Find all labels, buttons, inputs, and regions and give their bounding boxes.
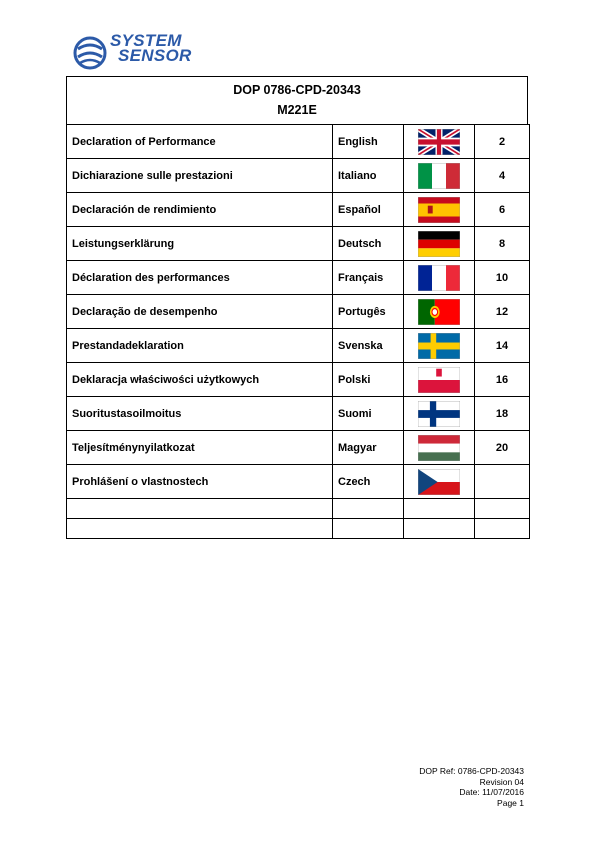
language-name: Portugês	[333, 295, 404, 329]
uk-flag-icon	[418, 129, 460, 155]
empty-cell	[404, 519, 475, 539]
footer-date: Date: 11/07/2016	[459, 787, 524, 797]
footer-ref: DOP Ref: 0786-CPD-20343	[419, 766, 524, 776]
page-number: 12	[475, 295, 530, 329]
empty-cell	[475, 519, 530, 539]
flag-cell	[404, 431, 475, 465]
flag-cell	[404, 125, 475, 159]
empty-cell	[404, 499, 475, 519]
sweden-flag-icon	[418, 333, 460, 359]
footer	[419, 766, 524, 808]
document-title: DOP 0786-CPD-20343	[233, 83, 361, 97]
model-number: M221E	[277, 103, 317, 117]
page-number: 14	[475, 329, 530, 363]
empty-cell	[67, 499, 333, 519]
table-row	[67, 329, 530, 363]
flag-cell	[404, 363, 475, 397]
italy-flag-icon	[418, 163, 460, 189]
language-name: Français	[333, 261, 404, 295]
poland-flag-icon	[418, 367, 460, 393]
spain-flag-icon	[418, 197, 460, 223]
finland-flag-icon	[418, 401, 460, 427]
declaration-title: Prohlášení o vlastnostech	[67, 465, 333, 499]
language-name: Deutsch	[333, 227, 404, 261]
logo-line2: SENSOR	[118, 46, 192, 65]
table-row	[67, 227, 530, 261]
declaration-title: Déclaration des performances	[67, 261, 333, 295]
language-table	[66, 124, 530, 539]
footer-page: Page 1	[497, 797, 524, 808]
footer-revision: Revision 04	[479, 776, 524, 787]
document-header	[66, 76, 528, 124]
empty-cell	[67, 519, 333, 539]
empty-row	[67, 499, 530, 519]
page-number	[475, 465, 530, 499]
language-name: Czech	[333, 465, 404, 499]
declaration-title: Prestandadeklaration	[67, 329, 333, 363]
page-number: 6	[475, 193, 530, 227]
portugal-flag-icon	[418, 299, 460, 325]
germany-flag-icon	[418, 231, 460, 257]
declaration-title: Leistungserklärung	[67, 227, 333, 261]
logo-line1: SYSTEM	[110, 31, 182, 50]
table-row	[67, 159, 530, 193]
hungary-flag-icon	[418, 435, 460, 461]
language-name: English	[333, 125, 404, 159]
page-number: 8	[475, 227, 530, 261]
flag-cell	[404, 193, 475, 227]
page-number: 18	[475, 397, 530, 431]
page-number: 4	[475, 159, 530, 193]
flag-cell	[404, 295, 475, 329]
table-row	[67, 295, 530, 329]
flag-cell	[404, 465, 475, 499]
language-name: Italiano	[333, 159, 404, 193]
empty-cell	[333, 499, 404, 519]
language-name: Svenska	[333, 329, 404, 363]
table-row	[67, 261, 530, 295]
flag-cell	[404, 227, 475, 261]
table-row	[67, 431, 530, 465]
language-name: Suomi	[333, 397, 404, 431]
declaration-title: Teljesítménynyilatkozat	[67, 431, 333, 465]
page-number: 20	[475, 431, 530, 465]
declaration-title: Deklaracja właściwości użytkowych	[67, 363, 333, 397]
system-sensor-logo	[72, 33, 212, 73]
czech-flag-icon	[418, 469, 460, 495]
logo-wordmark	[110, 33, 192, 63]
declaration-title: Suoritustasoilmoitus	[67, 397, 333, 431]
france-flag-icon	[418, 265, 460, 291]
page-number: 16	[475, 363, 530, 397]
language-name: Polski	[333, 363, 404, 397]
flag-cell	[404, 261, 475, 295]
declaration-title: Declaración de rendimiento	[67, 193, 333, 227]
empty-row	[67, 519, 530, 539]
flag-cell	[404, 397, 475, 431]
empty-cell	[475, 499, 530, 519]
logo-swirl-icon	[72, 35, 108, 71]
page-number: 2	[475, 125, 530, 159]
flag-cell	[404, 159, 475, 193]
table-row	[67, 363, 530, 397]
language-name: Español	[333, 193, 404, 227]
table-row	[67, 397, 530, 431]
declaration-title: Declaration of Performance	[67, 125, 333, 159]
language-name: Magyar	[333, 431, 404, 465]
flag-cell	[404, 329, 475, 363]
empty-cell	[333, 519, 404, 539]
declaration-title: Declaração de desempenho	[67, 295, 333, 329]
page-number: 10	[475, 261, 530, 295]
table-row	[67, 465, 530, 499]
table-row	[67, 193, 530, 227]
table-row	[67, 125, 530, 159]
declaration-title: Dichiarazione sulle prestazioni	[67, 159, 333, 193]
